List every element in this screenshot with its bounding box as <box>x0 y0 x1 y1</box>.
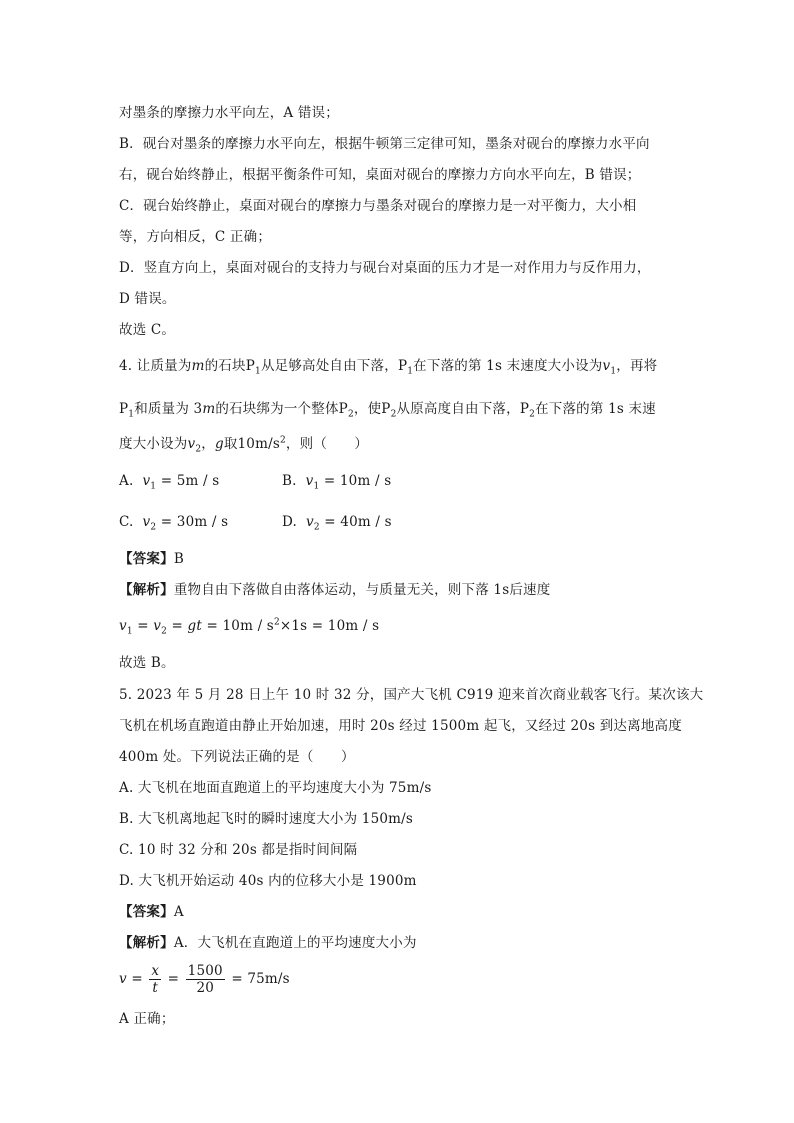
fraction-x-over-t: $\frac{x}{t}$ <box>151 963 160 996</box>
option-c: C. $v_2 = 30m / s$ <box>119 514 229 533</box>
option-c: C. 10 时 32 分和 20s 都是指时间间隔 <box>119 842 358 858</box>
question-5-last-line: A 正确； <box>119 1011 175 1027</box>
text-line: B．砚台对墨条的摩擦力水平向左，根据牛顿第三定律可知，墨条对砚台的摩擦力水平向 <box>119 136 650 152</box>
question-5-line-3: 400m 处。下列说法正确的是（ ） <box>119 749 355 765</box>
question-5-analysis: 【解析】A．大飞机在直跑道上的平均速度大小为 <box>119 935 417 951</box>
question-4-line-2: $P_1$和质量为 3m的石块绑为一个整体$P_2$，使$P_2$从原高度自由下落，$P_2$在下落的第 1s 末速 <box>119 401 656 420</box>
text-line: 等，方向相反，C 正确； <box>119 229 272 245</box>
option-b: B. $v_1 = 10m / s$ <box>282 473 392 492</box>
text-line: D．竖直方向上，桌面对砚台的支持力与砚台对桌面的压力才是一对作用力与反作用力， <box>119 260 651 276</box>
option-a: A. $v_1 = 5m / s$ <box>119 473 220 492</box>
fraction-1500-over-20: $\frac{1500}{20}$ <box>187 963 223 996</box>
text-line: 故选 C。 <box>119 322 176 338</box>
option-d: D. 大飞机开始运动 40s 内的位移大小是 1900m <box>119 873 417 889</box>
question-5-line-2: 飞机在机场直跑道由静止开始加速，用时 20s 经过 1500m 起飞，又经过 20s 到达离地高度 <box>119 718 682 734</box>
question-5-answer: 【答案】A <box>119 904 184 920</box>
option-d: D. $v_2 = 40m / s$ <box>282 514 392 533</box>
question-4-answer: 【答案】B <box>119 551 184 567</box>
option-b: B. 大飞机离地起飞时的瞬时速度大小为 150m/s <box>119 811 414 827</box>
question-4-conclusion: 故选 B。 <box>119 655 175 671</box>
text-line: 对墨条的摩擦力水平向左，A 错误； <box>119 105 339 121</box>
text-line: 右，砚台始终静止，根据平衡条件可知，桌面对砚台的摩擦力方向水平向左，B 错误； <box>119 167 641 183</box>
question-5-line-1: 5. 2023 年 5 月 28 日上午 10 时 32 分，国产大飞机 C919 迎来首次商业载客飞行。某次该大 <box>119 687 704 703</box>
question-4-line-1: 4. 让质量为m的石块$P_1$从足够高处自由下落，$P_1$在下落的第 1s 末速度大小设为$v_1$，再将 <box>119 358 658 377</box>
question-4-options-row-2 <box>119 513 679 531</box>
text-line: D 错误。 <box>119 291 176 307</box>
question-4-options-row-1 <box>119 472 679 490</box>
option-a: A. 大飞机在地面直跑道上的平均速度大小为 75m/s <box>119 780 432 796</box>
question-4-equation: $v_1 = v_2$ = gt = $10m / s^2\times 1s = 10m / s$ <box>119 617 380 637</box>
question-5-equation: v = $\frac{x}{t}$ = $\frac{1500}{20}$ = 75m/s <box>119 963 290 996</box>
question-4-line-3: 度大小设为$v_2$，g取$10m/s^2$，则（ ） <box>119 435 369 455</box>
text-line: C．砚台始终静止，桌面对砚台的摩擦力与墨条对砚台的摩擦力是一对平衡力，大小相 <box>119 198 637 214</box>
question-4-analysis: 【解析】重物自由下落做自由落体运动，与质量无关，则下落 1s后速度 <box>119 582 551 598</box>
